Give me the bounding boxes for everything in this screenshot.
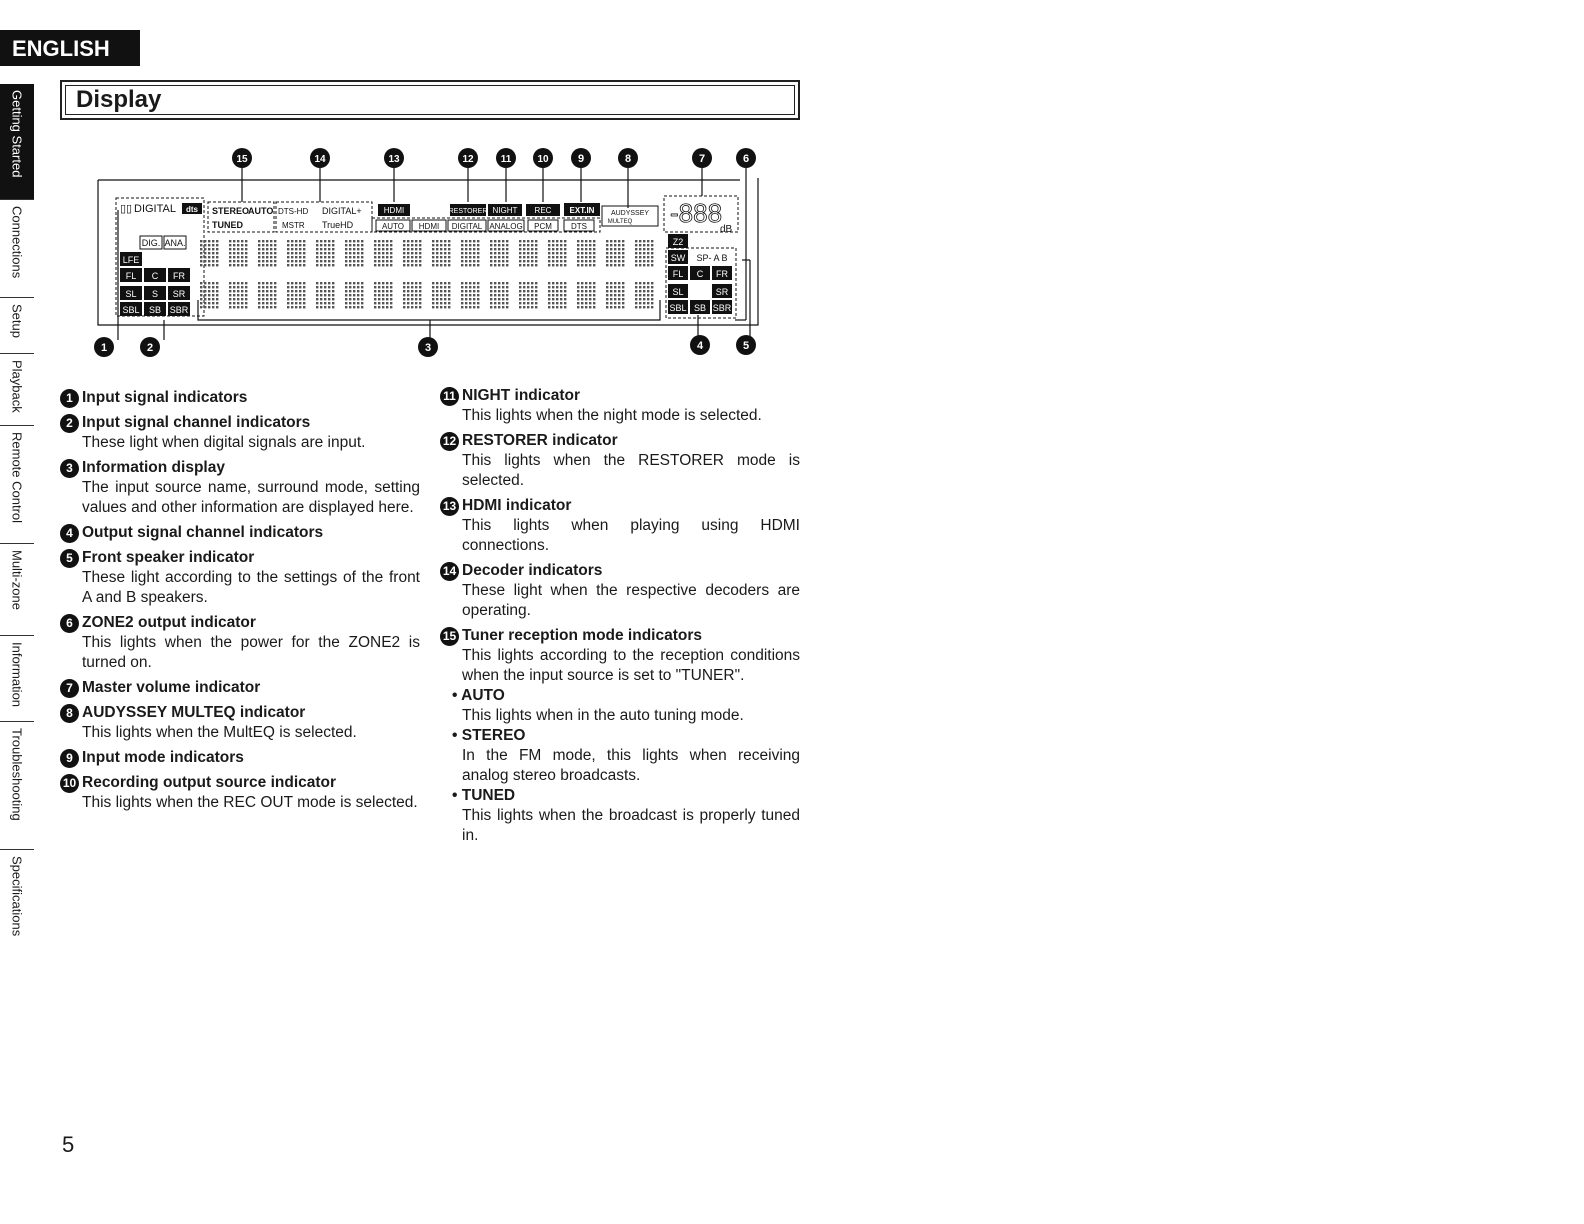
- language-tab: ENGLISH: [0, 30, 140, 66]
- svg-text:PCM: PCM: [534, 222, 552, 231]
- svg-text:DTS-HD: DTS-HD: [278, 207, 309, 216]
- svg-text:2: 2: [146, 342, 154, 354]
- svg-text:FR: FR: [716, 269, 728, 279]
- callout-13: [384, 148, 404, 168]
- desc-item-8: 8 AUDYSSEY MULTEQ indicator This lights when the MultEQ is selected.: [60, 703, 420, 743]
- svg-text:dB: dB: [720, 224, 733, 235]
- side-nav-information[interactable]: Information: [0, 636, 34, 722]
- desc-item-12: 12 RESTORER indicator This lights when the RESTORER mode is selected.: [440, 431, 800, 491]
- callout-6: [736, 148, 756, 168]
- svg-text:ANALOG: ANALOG: [489, 222, 523, 231]
- display-panel-diagram: [90, 140, 770, 365]
- section-header: [60, 80, 800, 120]
- svg-text:SB: SB: [693, 303, 707, 313]
- svg-text:MULTEQ: MULTEQ: [607, 219, 633, 225]
- side-nav-getting-started[interactable]: Getting Started: [0, 84, 34, 200]
- svg-text:SW: SW: [670, 253, 686, 263]
- svg-text:LFE: LFE: [122, 255, 140, 265]
- svg-text:HDMI: HDMI: [418, 222, 440, 231]
- side-nav-specifications[interactable]: Specifications: [9, 856, 25, 937]
- callout-12: [458, 148, 478, 168]
- callout-7: [692, 148, 712, 168]
- svg-text:DTS: DTS: [571, 222, 587, 231]
- svg-text:13: 13: [388, 154, 400, 165]
- svg-text:14: 14: [314, 154, 326, 165]
- desc-item-9: 9 Input mode indicators: [60, 748, 420, 768]
- svg-text:SL: SL: [125, 289, 137, 299]
- section-title: Display: [76, 86, 162, 113]
- side-nav-multi-zone[interactable]: Multi-zone: [0, 544, 34, 636]
- svg-text:6: 6: [742, 153, 750, 165]
- svg-text:9: 9: [577, 153, 585, 165]
- svg-text:5: 5: [742, 340, 750, 352]
- desc-item-11: 11 NIGHT indicator This lights when the night mode is selected.: [440, 386, 800, 426]
- callout-4: [690, 335, 710, 355]
- svg-text:SB: SB: [148, 305, 162, 315]
- svg-text:AUTO: AUTO: [381, 222, 405, 231]
- svg-text:SR: SR: [172, 289, 186, 299]
- svg-text:FL: FL: [672, 269, 684, 279]
- side-nav-remote-control[interactable]: Remote Control: [0, 426, 34, 544]
- svg-text:SBR: SBR: [169, 305, 189, 315]
- side-nav-playback[interactable]: Playback: [0, 354, 34, 426]
- svg-text:FL: FL: [125, 271, 137, 281]
- svg-text:4: 4: [696, 340, 704, 352]
- svg-text:TUNED: TUNED: [212, 220, 243, 230]
- callout-2: [140, 337, 160, 357]
- information-dot-matrix: [200, 240, 653, 308]
- svg-text:DIGITAL: DIGITAL: [451, 222, 483, 231]
- desc-item-10: 10 Recording output source indicator This lights when the REC OUT mode is selected.: [60, 773, 420, 813]
- side-nav-troubleshooting[interactable]: Troubleshooting: [0, 722, 34, 850]
- callout-8: [618, 148, 638, 168]
- desc-item-6: 6 ZONE2 output indicator This lights when the power for the ZONE2 is turned on.: [60, 613, 420, 673]
- desc-item-14: 14 Decoder indicators These light when the respective decoders are operating.: [440, 561, 800, 621]
- svg-text:C: C: [151, 271, 159, 281]
- desc-item-5: 5 Front speaker indicator These light according to the settings of the front A and B speakers.: [60, 548, 420, 608]
- svg-text:C: C: [696, 269, 704, 279]
- svg-text:8: 8: [624, 153, 632, 165]
- svg-text:12: 12: [462, 154, 474, 165]
- svg-text:S: S: [151, 289, 159, 299]
- svg-text:AUTO: AUTO: [248, 206, 274, 216]
- svg-text:REC: REC: [534, 206, 552, 215]
- callout-9: [571, 148, 591, 168]
- page-number: 5: [62, 1132, 75, 1157]
- svg-text:HDMI: HDMI: [383, 206, 405, 215]
- svg-text:10: 10: [537, 154, 549, 165]
- label-digital: DIGITAL: [134, 203, 176, 215]
- callouts-top: [232, 148, 756, 168]
- svg-text:Z2: Z2: [672, 237, 684, 247]
- svg-text:EXT.IN: EXT.IN: [569, 206, 595, 215]
- callout-11: [496, 148, 516, 168]
- desc-item-4: 4 Output signal channel indicators: [60, 523, 420, 543]
- desc-item-13: 13 HDMI indicator This lights when playing using HDMI connections.: [440, 496, 800, 556]
- callout-5: [736, 335, 756, 355]
- svg-text:STEREO: STEREO: [212, 206, 250, 216]
- right-descriptions: [440, 386, 800, 851]
- left-descriptions: [60, 388, 420, 818]
- label-dig: DIG.: [141, 238, 161, 248]
- callouts-bottom: [94, 335, 756, 357]
- svg-text:SL: SL: [672, 287, 684, 297]
- svg-text:▯▯: ▯▯: [120, 203, 133, 215]
- svg-text:15: 15: [236, 154, 248, 165]
- svg-text:NIGHT: NIGHT: [492, 206, 518, 215]
- svg-text:SR: SR: [715, 287, 729, 297]
- svg-text:-888: -888: [670, 198, 723, 228]
- svg-text:MSTR: MSTR: [282, 221, 305, 230]
- svg-text:FR: FR: [173, 271, 185, 281]
- svg-text:SBL: SBL: [122, 305, 140, 315]
- svg-text:11: 11: [500, 154, 512, 165]
- side-nav: [0, 84, 34, 950]
- tuner-mode-auto: • AUTO: [452, 687, 505, 704]
- callout-1: [94, 337, 114, 357]
- svg-text:1: 1: [100, 342, 108, 354]
- tuner-mode-stereo: • STEREO: [452, 727, 526, 744]
- svg-text:AUDYSSEY: AUDYSSEY: [610, 210, 650, 217]
- tuner-mode-tuned: • TUNED: [452, 787, 516, 804]
- svg-text:TrueHD: TrueHD: [322, 220, 354, 230]
- side-nav-connections[interactable]: Connections: [0, 200, 34, 298]
- label-dts: dts: [186, 205, 198, 214]
- svg-text:DIGITAL+: DIGITAL+: [322, 206, 362, 216]
- svg-text:3: 3: [424, 342, 432, 354]
- callout-15: [232, 148, 252, 168]
- desc-item-1: 1 Input signal indicators: [60, 388, 420, 408]
- callout-3: [418, 337, 438, 357]
- callout-10: [533, 148, 553, 168]
- desc-item-7: 7 Master volume indicator: [60, 678, 420, 698]
- svg-text:SP- A B: SP- A B: [696, 253, 728, 263]
- svg-text:SBL: SBL: [669, 303, 687, 313]
- svg-text:7: 7: [698, 153, 706, 165]
- label-ana: ANA.: [164, 238, 186, 248]
- side-nav-setup[interactable]: Setup: [0, 298, 34, 354]
- desc-item-3: 3 Information display The input source name, surround mode, setting values and other information are displayed here.: [60, 458, 420, 518]
- svg-text:SBR: SBR: [712, 303, 732, 313]
- callout-14: [310, 148, 330, 168]
- desc-item-15: 15 Tuner reception mode indicators This lights according to the reception conditions when the input source is set to "TUNER". • AUTO This lights when in the auto tuning mode. • STEREO In the FM mode, this lights when receiving analog stereo broadcasts. • TUNED This lights when the broadcast is properly tuned in.: [440, 626, 800, 846]
- svg-text:RESTORER: RESTORER: [448, 208, 488, 215]
- desc-item-2: 2 Input signal channel indicators These light when digital signals are input.: [60, 413, 420, 453]
